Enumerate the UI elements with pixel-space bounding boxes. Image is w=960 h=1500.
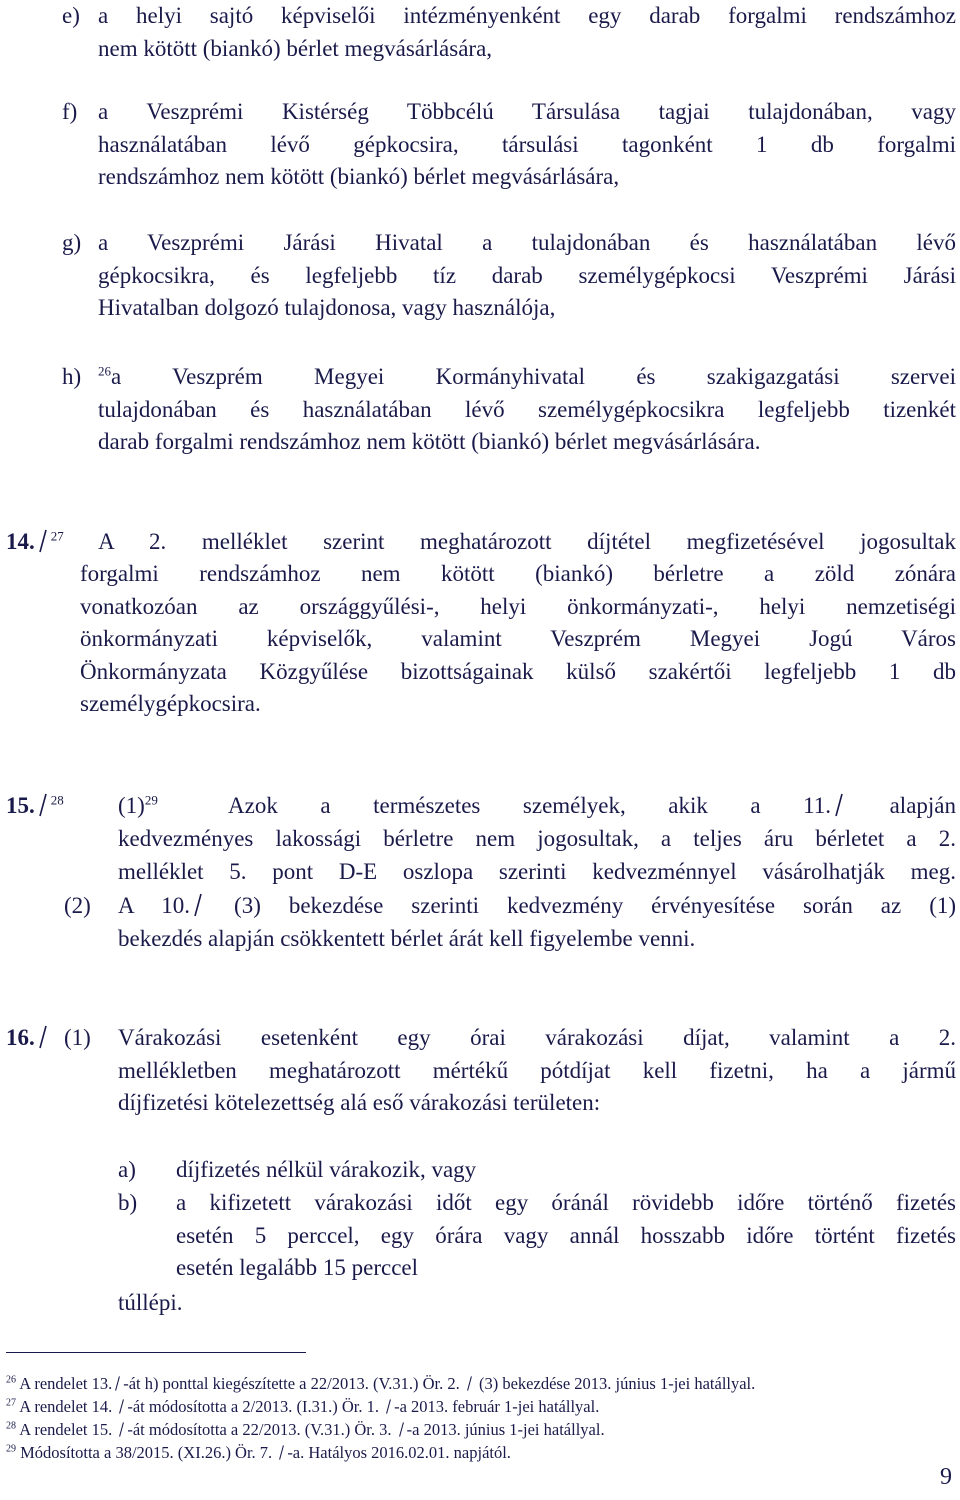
footnote-ref[interactable]: 28 xyxy=(50,792,64,808)
footnote-29: $^{29}$ Módosította a 38/2015. (XI.26.) Ör. 7. -a. Hatályos 2016.02.01. napjától. xyxy=(6,1443,511,1462)
item-text: $^{26}$a Veszprém Megyei Kormányhivatal és szakigazgatási szervei tulajdonában és használatában lévő személygépkocsikra legfeljebb tizenkét darab forgalmi rendszámhoz nem kötött (biankó) bérlet megvásárlására. xyxy=(98,363,956,454)
section-sign-icon xyxy=(113,1375,122,1392)
section-sign-icon xyxy=(117,1398,126,1415)
section-sign-icon xyxy=(384,1398,393,1415)
section-15-heading xyxy=(6,790,64,823)
paragraph-label: $(1)^{29}$ xyxy=(118,792,158,818)
footnote-separator xyxy=(6,1352,306,1353)
section-sign-icon xyxy=(36,529,50,553)
section-14-text: 14. $^{27}$ A 2. melléklet szerint meghatározott díjtétel megfizetésével jogosultak xyxy=(6,528,956,554)
item-text: a Veszprémi Kistérség Többcélú Társulása tagjai tulajdonában, vagy használatában lévő gépkocsira, társulási tagonként 1 db forgalmi rendszámhoz nem kötött (biankó) bérlet megvásárlására, xyxy=(98,99,956,189)
page-number: 9 xyxy=(940,1464,952,1490)
footnote-26: $^{26}$ A rendelet 13. -át h) ponttal kiegészítette a 22/2013. (V.31.) Ör. 2. (3) bekezdése 2013. június 1-jei hatállyal. xyxy=(6,1374,756,1393)
paragraph-label: (2) xyxy=(64,893,91,918)
item-label: e) xyxy=(62,3,80,28)
footnote-ref[interactable]: 27 xyxy=(50,528,64,544)
sub-item-a: díjfizetés nélkül várakozik, vagy xyxy=(176,1157,477,1182)
sub-item-b: a kifizetett várakozási időt egy óránál rövidebb időre történő fizetés esetén 5 perccel, egy órára vagy annál hosszabb időre történt fizetés esetén legalább 15 perccel xyxy=(176,1190,956,1280)
footnote-28: $^{28}$ A rendelet 15. -át módosította a 22/2013. (V.31.) Ör. 3. -a 2013. június 1-jei hatállyal. xyxy=(6,1420,605,1439)
footnote-27: $^{27}$ A rendelet 14. -át módosította a 2/2013. (I.31.) Ör. 1. -a 2013. február 1-jei hatállyal. xyxy=(6,1397,600,1416)
item-label: g) xyxy=(62,230,82,255)
footnote-ref[interactable]: 29 xyxy=(144,792,158,808)
section-sign-icon xyxy=(117,1421,126,1438)
item-label: h) xyxy=(62,364,82,389)
sub-item-tail: túllépi. xyxy=(118,1290,183,1315)
paragraph-1-rest: kedvezményes lakossági bérletre nem jogosultak, a teljes áru bérletet a 2. melléklet 5. pont D-E oszlopa szerinti kedvezménnyel vásárolhatják meg. xyxy=(118,826,956,884)
section-sign-icon xyxy=(397,1421,406,1438)
section-sign-icon xyxy=(277,1444,286,1461)
section-number: 16. xyxy=(6,1025,35,1050)
section-14-body: forgalmi rendszámhoz nem kötött (biankó) bérletre a zöld zónára vonatkozóan az országgyűlési-, helyi önkormányzati-, helyi nemzetiségi önkormányzati képviselők, valamint Veszprém Megyei Jogú Város Önkormányzata Közgyűlése bizottságainak külső szakértői legfeljebb 1 db személygépkocsira. xyxy=(80,561,956,716)
item-text: a helyi sajtó képviselői intézményenként egy darab forgalmi rendszámhoz nem kötött (biankó) bérlet megvásárlására, xyxy=(98,3,956,61)
section-number: 15. xyxy=(6,793,35,818)
section-sign-icon xyxy=(36,1025,50,1049)
section-sign-icon xyxy=(832,793,846,817)
paragraph-label: (1) xyxy=(64,1025,91,1050)
section-sign-icon xyxy=(36,793,50,817)
paragraph-2: A 10. (3) bekezdése szerinti kedvezmény érvényesítése során az (1) bekezdés alapján csökkentett bérlet árát kell figyelembe venni. xyxy=(118,893,957,951)
paragraph-1: Várakozási esetenként egy órai várakozási díjat, valamint a 2. mellékletben meghatározott mértékű pótdíjat kell fizetni, ha a jármű díjfizetési kötelezettség alá eső várakozási területen: xyxy=(118,1025,956,1115)
footnote-ref[interactable]: 26 xyxy=(98,363,111,379)
section-number: 14. xyxy=(6,529,35,554)
section-16-heading xyxy=(6,1022,51,1055)
item-text: a Veszprémi Járási Hivatal a tulajdonában és használatában lévő gépkocsikra, és legfeljebb tíz darab személygépkocsi Veszprémi Járási Hivatalban dolgozó tulajdonosa, vagy használója, xyxy=(98,230,956,320)
section-sign-icon xyxy=(191,893,205,917)
section-sign-icon xyxy=(465,1375,474,1392)
item-label: f) xyxy=(62,99,78,124)
sub-item-label: b) xyxy=(118,1190,138,1215)
sub-item-label: a) xyxy=(118,1157,136,1182)
paragraph-1-line-1: Azok a természetes személyek, akik a 11. alapján xyxy=(228,793,956,818)
